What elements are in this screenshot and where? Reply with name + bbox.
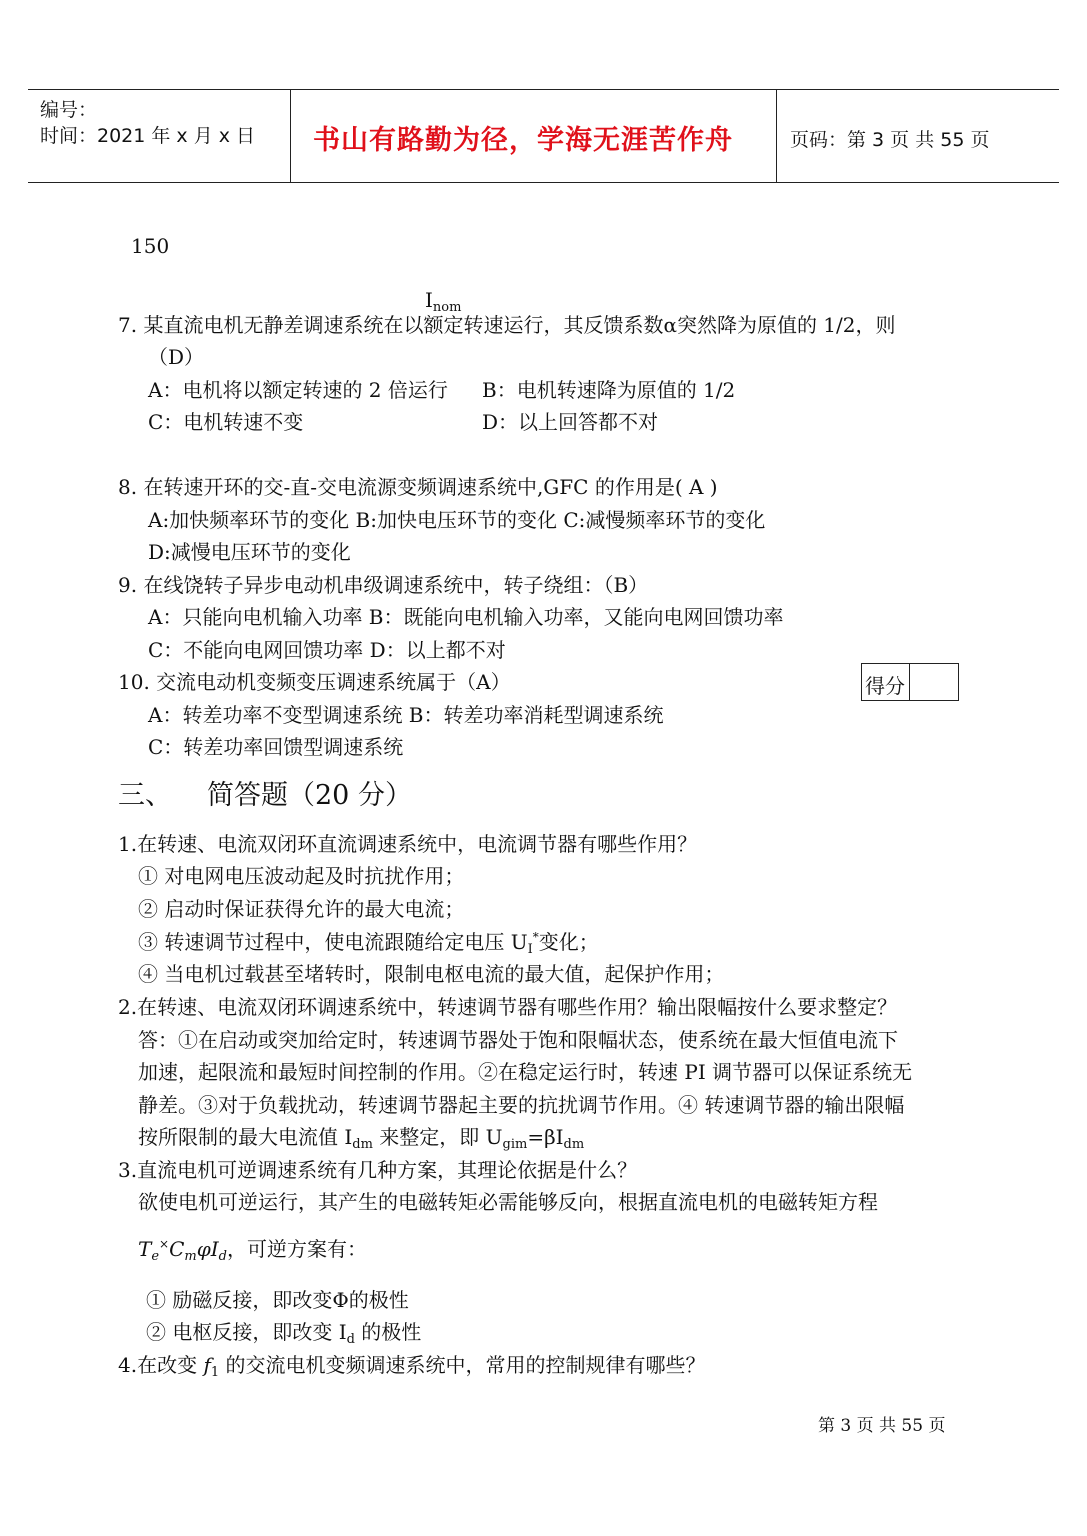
q7-option-c: C：电机转速不变 [148, 410, 304, 434]
header-time-label: 时间：2021 年 x 月 x 日 [40, 125, 256, 147]
torque-formula: $T_e^\times C_m\varphi I_d$ [138, 1237, 227, 1264]
sa2-answer-line-2: 加速，起限流和最短时间控制的作用。②在稳定运行时，转速 PI 调节器可以保证系统无 [138, 1060, 913, 1084]
header-motto: 书山有路勤为径，学海无涯苦作舟 [313, 125, 733, 156]
section-title: 简答题（20 分） [207, 780, 412, 811]
sa1-question: 1.在转速、电流双闭环直流调速系统中，电流调节器有哪些作用？ [118, 832, 698, 856]
q9-options-ab: A：只能向电机输入功率 B：既能向电机输入功率，又能向电网回馈功率 [148, 605, 784, 629]
score-box-divider [909, 664, 910, 700]
q8-option-d: D:减慢电压环节的变化 [148, 540, 351, 564]
sa3-item-2: ② 电枢反接，即改变 $I_d$ 的极性 [146, 1320, 422, 1347]
sa1-item-2: ② 启动时保证获得允许的最大电流； [138, 897, 465, 921]
q7-option-b: B：电机转速降为原值的 1/2 [482, 378, 736, 402]
q9-stem: 9. 在线饶转子异步电动机串级调速系统中，转子绕组：（B） [118, 573, 649, 597]
header-page-label: 页码：第 3 页 共 55 页 [790, 129, 990, 151]
sa2-answer-line-3: 静差。③对于负载扰动，转速调节器起主要的抗扰调节作用。④ 转速调节器的输出限幅 [138, 1093, 905, 1117]
q8-options-abc: A:加快频率环节的变化 B:加快电压环节的变化 C:减慢频率环节的变化 [148, 508, 766, 532]
q10-stem: 10. 交流电动机变频变压调速系统属于（A） [118, 670, 511, 694]
q7-answer: （D） [148, 345, 205, 369]
fragment-inom: $I_{nom}$ [425, 288, 462, 315]
q9-options-cd: C：不能向电网回馈功率 D：以上都不对 [148, 638, 506, 662]
header-divider-left [290, 90, 291, 182]
sa3-item-1: ① 励磁反接，即改变Φ的极性 [146, 1288, 409, 1312]
score-box [861, 663, 959, 701]
sa1-item-1: ① 对电网电压波动起及时抗扰作用； [138, 864, 465, 888]
q10-options-ab: A：转差功率不变型调速系统 B：转差功率消耗型调速系统 [148, 703, 664, 727]
header-divider-right [776, 90, 777, 182]
sa2-answer-line-4: 按所限制的最大电流值 $I_{dm}$ 来整定，即 $U_{gim}=\beta I_{dm}$ [138, 1125, 585, 1152]
sa3-answer-line-1: 欲使电机可逆运行，其产生的电磁转矩必需能够反向，根据直流电机的电磁转矩方程 [138, 1190, 878, 1214]
q8-stem: 8. 在转速开环的交-直-交电流源变频调速系统中,GFC 的作用是( A ) [118, 475, 718, 499]
sa4-question: 4.在改变 $f_1$ 的交流电机变频调速系统中，常用的控制规律有哪些？ [118, 1353, 706, 1380]
sa2-answer-line-1: 答：①在启动或突加给定时，转速调节器处于饱和限幅状态，使系统在最大恒值电流下 [138, 1028, 898, 1052]
header-top-rule [28, 89, 1059, 90]
sa3-formula-line: $T_e^\times C_m\varphi I_d$，可逆方案有： [138, 1237, 367, 1264]
page-footer: 第 3 页 共 55 页 [818, 1416, 946, 1436]
q7-option-d: D：以上回答都不对 [482, 410, 659, 434]
header-bottom-rule [28, 182, 1059, 183]
sa3-question: 3.直流电机可逆调速系统有几种方案，其理论依据是什么？ [118, 1158, 638, 1182]
section-number: 三、 [118, 780, 172, 811]
score-label: 得分 [865, 674, 905, 698]
fragment-150: 150 [131, 234, 170, 258]
sa2-question: 2.在转速、电流双闭环调速系统中，转速调节器有哪些作用？输出限幅按什么要求整定？ [118, 995, 898, 1019]
q7-stem: 7. 某直流电机无静差调速系统在以额定转速运行，其反馈系数α突然降为原值的 1/2，则 [118, 313, 896, 337]
q7-option-a: A：电机将以额定转速的 2 倍运行 [148, 378, 448, 402]
sa1-item-3: ③ 转速调节过程中，使电流跟随给定电压 $U_I^*$变化； [138, 930, 599, 957]
header-number-label: 编号： [40, 99, 98, 121]
sa1-item-4: ④ 当电机过载甚至堵转时，限制电枢电流的最大值，起保护作用； [138, 962, 725, 986]
q10-option-c: C：转差功率回馈型调速系统 [148, 735, 404, 759]
